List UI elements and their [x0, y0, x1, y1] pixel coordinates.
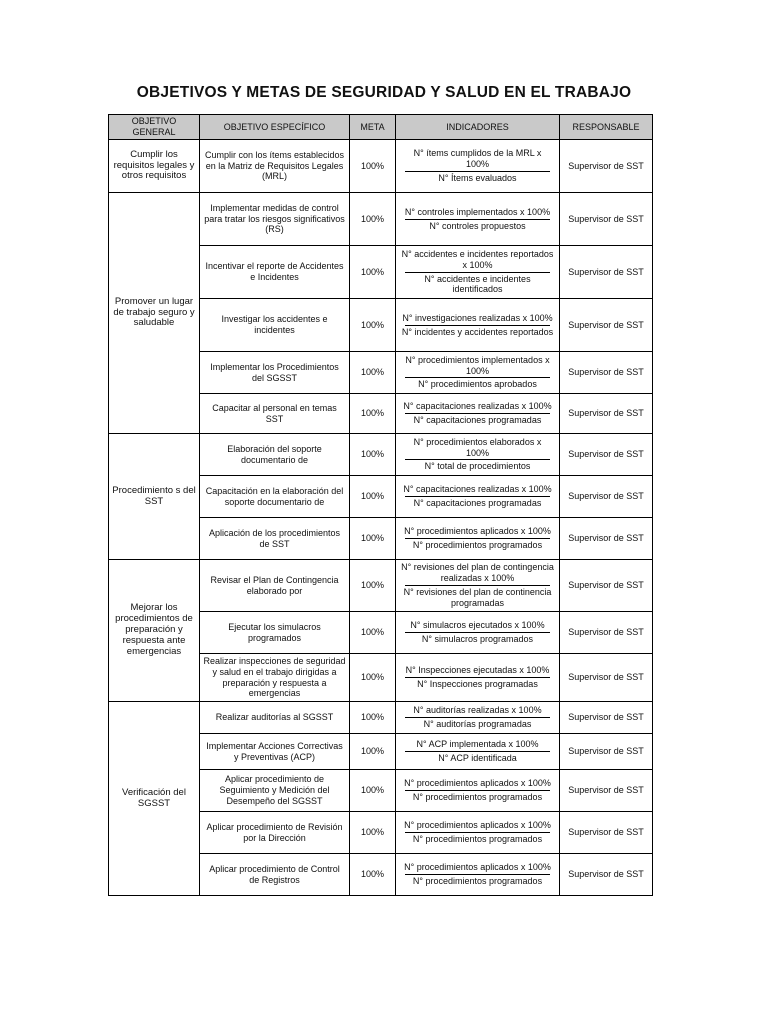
meta-cell: 100% — [350, 476, 396, 518]
meta-cell: 100% — [350, 560, 396, 612]
header-objetivo-general: OBJETIVO GENERAL — [109, 115, 200, 140]
responsable-cell: Supervisor de SST — [560, 560, 653, 612]
fraction-line — [405, 272, 550, 273]
indicador-denominador: N° capacitaciones programadas — [413, 498, 542, 508]
indicador-numerador: N° procedimientos aplicados x 100% — [404, 526, 551, 537]
indicador-cell — [396, 193, 560, 246]
objetivo-especifico-cell: Ejecutar los simulacros programados — [200, 612, 350, 654]
indicador-denominador: N° procedimientos aprobados — [418, 379, 537, 390]
responsable-cell: Supervisor de SST — [560, 352, 653, 394]
fraction-line — [405, 171, 550, 172]
fraction-line — [405, 832, 550, 833]
objetivo-especifico-cell: Aplicación de los procedimientos de SST — [200, 518, 350, 560]
indicador-numerador: N° simulacros ejecutados x 100% — [410, 620, 545, 631]
objetivo-especifico-cell: Implementar medidas de control para tratar los riesgos significativos (RS) — [200, 193, 350, 246]
indicador-cell — [396, 352, 560, 394]
indicador-numerador: N° procedimientos aplicados x 100% — [404, 820, 551, 831]
meta-cell: 100% — [350, 812, 396, 854]
indicador-denominador: N° auditorías programadas — [423, 719, 532, 729]
fraction-line — [405, 219, 550, 220]
fraction-line — [405, 459, 550, 460]
objetivo-especifico-cell: Aplicar procedimiento de Control de Registros — [200, 854, 350, 896]
fraction-line — [405, 585, 550, 586]
objetivo-especifico-cell: Aplicar procedimiento de Seguimiento y Medición del Desempeño del SGSST — [200, 770, 350, 812]
indicador-denominador: N° simulacros programados — [421, 634, 534, 644]
meta-cell: 100% — [350, 518, 396, 560]
responsable-cell: Supervisor de SST — [560, 140, 653, 193]
indicador-denominador: N° capacitaciones programadas — [413, 415, 542, 425]
header-responsable: RESPONSABLE — [560, 115, 653, 140]
fraction-line — [405, 717, 550, 718]
objetivo-especifico-cell: Realizar auditorías al SGSST — [200, 702, 350, 734]
objetivo-especifico-cell: Implementar Acciones Correctivas y Preventivas (ACP) — [200, 734, 350, 770]
indicador-denominador: N° total de procedimientos — [424, 461, 531, 472]
responsable-cell: Supervisor de SST — [560, 246, 653, 299]
objetivo-especifico-cell: Implementar los Procedimientos del SGSST — [200, 352, 350, 394]
objetivo-especifico-cell: Cumplir con los ítems establecidos en la Matriz de Requisitos Legales (MRL) — [200, 140, 350, 193]
objetivo-general-cell: Promover un lugar de trabajo seguro y saludable — [109, 193, 200, 434]
objetivo-especifico-cell: Realizar inspecciones de seguridad y salud en el trabajo dirigidas a preparación y respuesta a emergencias — [200, 654, 350, 702]
indicador-numerador: N° accidentes e incidentes reportados x 100% — [401, 248, 554, 270]
indicador-numerador: N° capacitaciones realizadas x 100% — [403, 484, 552, 495]
responsable-cell: Supervisor de SST — [560, 193, 653, 246]
fraction-line — [405, 538, 550, 539]
fraction-line — [405, 632, 550, 633]
indicador-cell — [396, 560, 560, 612]
responsable-cell: Supervisor de SST — [560, 476, 653, 518]
fraction-line — [405, 751, 550, 752]
objetivo-especifico-cell: Aplicar procedimiento de Revisión por la Dirección — [200, 812, 350, 854]
indicador-numerador: N° procedimientos aplicados x 100% — [404, 862, 551, 873]
indicador-cell — [396, 434, 560, 476]
indicador-numerador: N° Inspecciones ejecutadas x 100% — [405, 665, 550, 676]
page-title: OBJETIVOS Y METAS DE SEGURIDAD Y SALUD EN EL TRABAJO — [136, 84, 632, 101]
objetivo-general-cell: Cumplir los requisitos legales y otros requisitos — [109, 140, 200, 193]
header-indicadores: INDICADORES — [396, 115, 560, 140]
responsable-cell: Supervisor de SST — [560, 812, 653, 854]
meta-cell: 100% — [350, 140, 396, 193]
indicador-cell — [396, 140, 560, 193]
indicador-cell — [396, 702, 560, 734]
objetivo-especifico-cell: Investigar los accidentes e incidentes — [200, 299, 350, 352]
indicador-denominador: N° procedimientos programados — [412, 834, 543, 844]
objetivo-especifico-cell: Elaboración del soporte documentario de — [200, 434, 350, 476]
fraction-line — [405, 325, 550, 326]
responsable-cell: Supervisor de SST — [560, 654, 653, 702]
meta-cell: 100% — [350, 770, 396, 812]
objetivo-general-cell: Verificación del SGSST — [109, 702, 200, 896]
responsable-cell: Supervisor de SST — [560, 770, 653, 812]
responsable-cell: Supervisor de SST — [560, 518, 653, 560]
indicador-cell — [396, 299, 560, 352]
objetivo-general-cell: Mejorar los procedimientos de preparación y respuesta ante emergencias — [109, 560, 200, 702]
indicador-cell — [396, 476, 560, 518]
indicador-denominador: N° procedimientos programados — [412, 540, 543, 550]
objetivo-especifico-cell: Capacitación en la elaboración del soporte documentario de — [200, 476, 350, 518]
indicador-denominador: N° Ítems evaluados — [438, 172, 517, 183]
indicador-denominador: N° ACP identificada — [438, 753, 517, 763]
fraction-line — [405, 790, 550, 791]
objetivo-especifico-cell: Capacitar al personal en temas SST — [200, 394, 350, 434]
indicador-denominador: N° revisiones del plan de continencia programadas — [403, 587, 552, 608]
responsable-cell: Supervisor de SST — [560, 734, 653, 770]
indicador-denominador: N° procedimientos programados — [412, 792, 543, 802]
indicador-numerador: N° ACP implementada x 100% — [416, 739, 539, 750]
table-header-row — [109, 115, 653, 140]
fraction-line — [405, 413, 550, 414]
responsable-cell: Supervisor de SST — [560, 394, 653, 434]
indicador-numerador: N° controles implementados x 100% — [404, 206, 551, 217]
responsable-cell: Supervisor de SST — [560, 702, 653, 734]
indicador-cell — [396, 654, 560, 702]
meta-cell: 100% — [350, 352, 396, 394]
objetivo-especifico-cell: Revisar el Plan de Contingencia elaborado por — [200, 560, 350, 612]
indicador-cell — [396, 394, 560, 434]
meta-cell: 100% — [350, 702, 396, 734]
indicador-cell — [396, 854, 560, 896]
meta-cell: 100% — [350, 246, 396, 299]
header-objetivo-especifico: OBJETIVO ESPECÍFICO — [200, 115, 350, 140]
indicador-numerador: N° capacitaciones realizadas x 100% — [403, 401, 552, 412]
indicador-cell — [396, 812, 560, 854]
responsable-cell: Supervisor de SST — [560, 612, 653, 654]
table-row — [109, 560, 653, 612]
meta-cell: 100% — [350, 734, 396, 770]
indicador-denominador: N° accidentes e incidentes identificados — [424, 273, 531, 295]
table-row — [109, 434, 653, 476]
fraction-line — [405, 377, 550, 378]
fraction-line — [405, 874, 550, 875]
indicador-cell — [396, 612, 560, 654]
meta-cell: 100% — [350, 612, 396, 654]
indicador-numerador: N° auditorías realizadas x 100% — [413, 705, 542, 716]
indicador-denominador: N° controles propuestos — [429, 220, 526, 231]
objetivo-especifico-cell: Incentivar el reporte de Accidentes e Incidentes — [200, 246, 350, 299]
indicador-cell — [396, 246, 560, 299]
responsable-cell: Supervisor de SST — [560, 434, 653, 476]
indicador-denominador: N° Inspecciones programadas — [417, 679, 538, 689]
meta-cell: 100% — [350, 434, 396, 476]
indicador-numerador: N° investigaciones realizadas x 100% — [402, 312, 553, 323]
meta-cell: 100% — [350, 193, 396, 246]
fraction-line — [405, 677, 550, 678]
table-row — [109, 140, 653, 193]
meta-cell: 100% — [350, 654, 396, 702]
objectives-table — [108, 114, 653, 896]
responsable-cell: Supervisor de SST — [560, 299, 653, 352]
header-meta: META — [350, 115, 396, 140]
indicador-numerador: N° procedimientos implementados x 100% — [405, 354, 550, 376]
indicador-denominador: N° procedimientos programados — [412, 876, 543, 886]
indicador-numerador: N° procedimientos elaborados x 100% — [413, 436, 542, 458]
fraction-line — [405, 496, 550, 497]
indicador-numerador: N° revisiones del plan de contingencia realizadas x 100% — [401, 562, 554, 584]
meta-cell: 100% — [350, 854, 396, 896]
table-row — [109, 702, 653, 734]
responsable-cell: Supervisor de SST — [560, 854, 653, 896]
table-row — [109, 193, 653, 246]
meta-cell: 100% — [350, 299, 396, 352]
indicador-cell — [396, 518, 560, 560]
objetivo-general-cell: Procedimiento s del SST — [109, 434, 200, 560]
indicador-numerador: N° ítems cumplidos de la MRL x 100% — [413, 148, 542, 170]
indicador-cell — [396, 734, 560, 770]
indicador-denominador: N° incidentes y accidentes reportados — [401, 326, 554, 337]
indicador-cell — [396, 770, 560, 812]
meta-cell: 100% — [350, 394, 396, 434]
indicador-numerador: N° procedimientos aplicados x 100% — [404, 778, 551, 789]
